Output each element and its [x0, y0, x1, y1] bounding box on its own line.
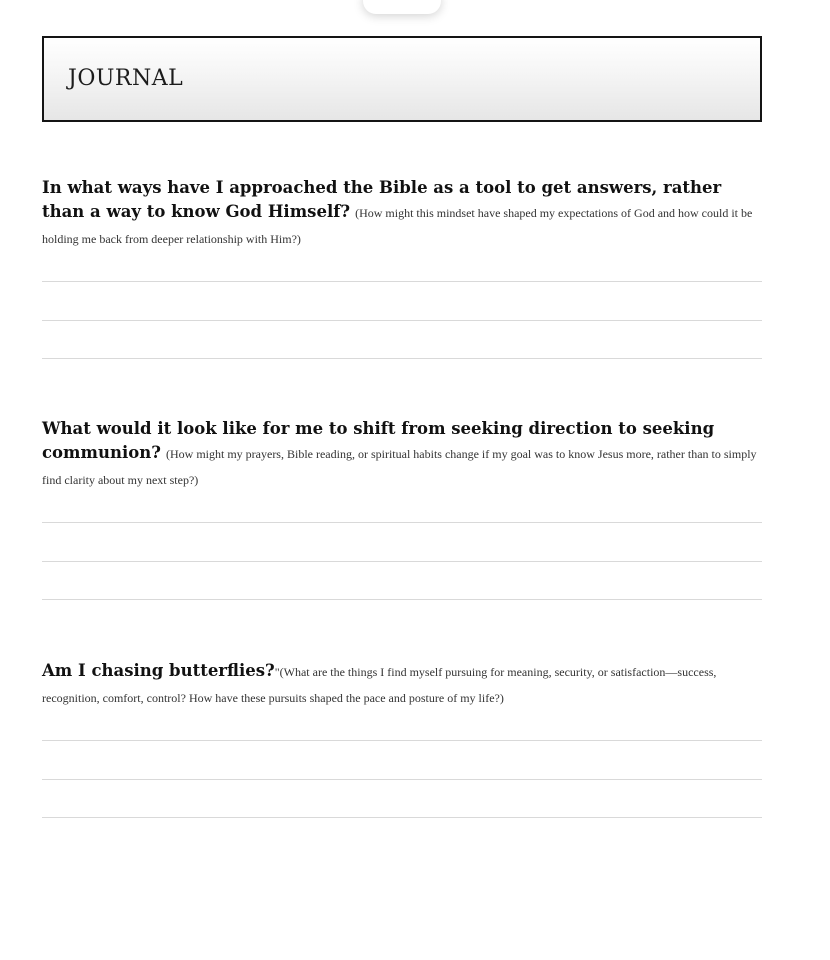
- writing-line[interactable]: [42, 522, 762, 523]
- journal-title: JOURNAL: [68, 66, 184, 91]
- prompt-subtext: (How might this mindset have shaped my expectations of God and how could it be holding me back from deeper relationship with Him?): [42, 206, 753, 246]
- writing-line[interactable]: [42, 358, 762, 359]
- writing-line[interactable]: [42, 281, 762, 282]
- journal-prompt-1: [42, 176, 760, 252]
- journal-header: [42, 36, 762, 122]
- journal-prompt-3: [42, 659, 760, 711]
- writing-line[interactable]: [42, 320, 762, 321]
- prompt-text: [42, 417, 760, 493]
- prompt-subtext: (What are the things I find myself pursuing for meaning, security, or satisfaction—success, recognition, comfort, control? How have these pursuits shaped the pace and posture of my life?): [42, 665, 717, 705]
- prompt-question: What would it look like for me to shift from seeking direction to seeking communion?: [42, 419, 715, 462]
- writing-line[interactable]: [42, 779, 762, 780]
- prompt-text: [42, 176, 760, 252]
- journal-prompt-2: [42, 417, 760, 493]
- writing-line[interactable]: [42, 561, 762, 562]
- writing-line[interactable]: [42, 817, 762, 818]
- prompt-question: In what ways have I approached the Bible as a tool to get answers, rather than a way to know God Himself?: [42, 178, 722, 221]
- prompt-question: Am I chasing butterflies?: [42, 661, 275, 680]
- writing-line[interactable]: [42, 599, 762, 600]
- prompt-question-quote: ": [274, 665, 280, 679]
- prompt-subtext: (How might my prayers, Bible reading, or spiritual habits change if my goal was to know Jesus more, rather than to simply find clarity about my next step?): [42, 447, 757, 487]
- prompt-text: [42, 659, 760, 711]
- top-pull-tab[interactable]: [363, 0, 441, 14]
- writing-line[interactable]: [42, 740, 762, 741]
